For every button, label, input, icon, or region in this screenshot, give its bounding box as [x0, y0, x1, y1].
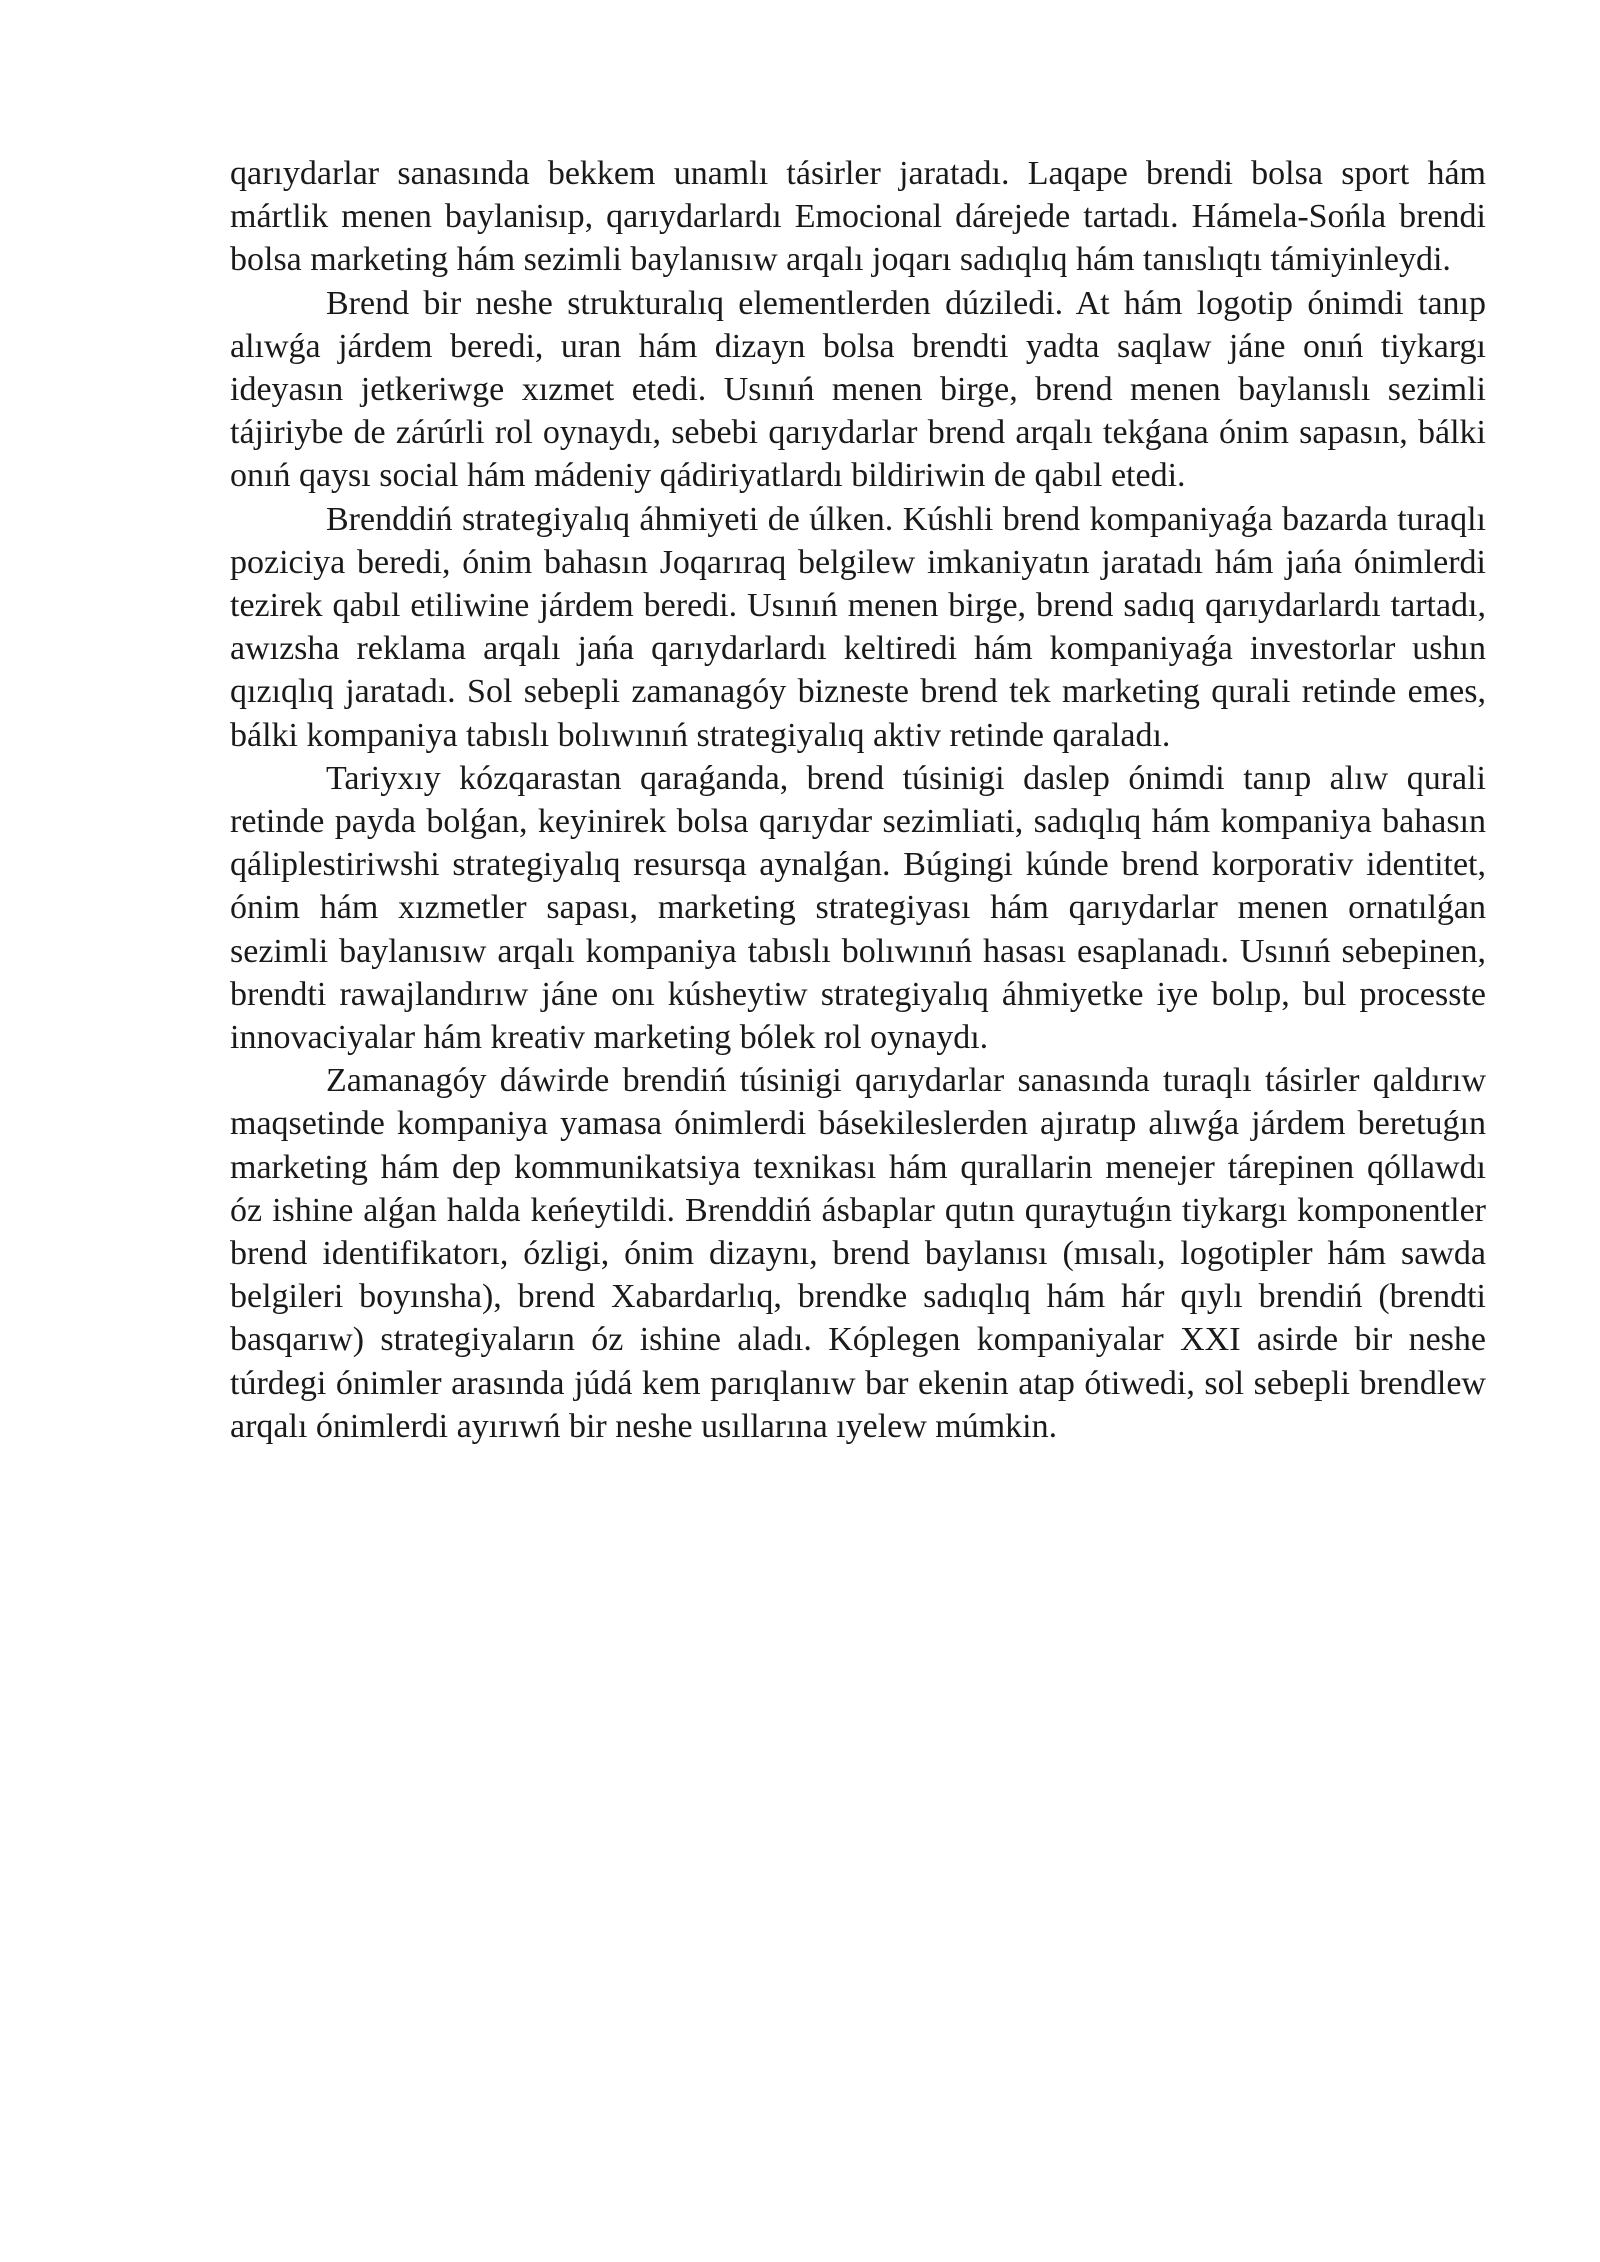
paragraph-historical-view: Tariyxıy kózqarastan qaraǵanda, brend túsinigi daslep ónimdi tanıp alıw qurali retinde payda bolǵan, keyinirek bolsa qarıydar sezimliati, sadıqlıq hám kompaniya bahasın qáliplestiriwshi strategiyalıq resursqa aynalǵan. Búgingi kúnde brend korporativ identitet, ónim hám xızmetler sapası, marketing strategiyası hám qarıydarlar menen ornatılǵan sezimli baylanısıw arqalı kompaniya tabıslı bolıwınıń hasası esaplanadı. Usınıń sebepinen, brendti rawajlandırıw jáne onı kúsheytiw strategiyalıq áhmiyetke iye bolıp, bul processte innovaciyalar hám kreativ marketing bólek rol oynaydı.	[230, 759, 1486, 1057]
document-page	[230, 152, 1486, 1448]
paragraph-continued: qarıydarlar sanasında bekkem unamlı tásirler jaratadı. Laqape brendi bolsa sport hám mártlik menen baylanisıp, qarıydarlardı Emocional dárejede tartadı. Hámela-Sońla brendi bolsa marketing hám sezimli baylanısıw arqalı joqarı sadıqlıq hám tanıslıqtı támiyinleydi.	[230, 155, 1486, 279]
paragraph-strategic-importance: Brenddiń strategiyalıq áhmiyeti de úlken. Kúshli brend kompaniyaǵa bazarda turaqlı poziciya beredi, ónim bahasın Joqarıraq belgilew imkaniyatın jaratadı hám jańa ónimlerdi tezirek qabıl etiliwine járdem beredi. Usınıń menen birge, brend sadıq qarıydarlardı tartadı, awızsha reklama arqalı jańa qarıydarlardı keltiredi hám kompaniyaǵa investorlar ushın qızıqlıq jaratadı. Sol sebepli zamanagóy bizneste brend tek marketing qurali retinde emes, bálki kompaniya tabıslı bolıwınıń strategiyalıq aktiv retinde qaraladı.	[230, 500, 1486, 754]
paragraph-brand-structure: Brend bir neshe strukturalıq elementlerden dúziledi. At hám logotip ónimdi tanıp alıwǵa járdem beredi, uran hám dizayn bolsa brendti yadta saqlaw jáne onıń tiykargı ideyasın jetkeriwge xızmet etedi. Usınıń menen birge, brend menen baylanıslı sezimli tájiriybe de zárúrli rol oynaydı, sebebi qarıydarlar brend arqalı tekǵana ónim sapasın, bálki onıń qaysı social hám mádeniy qádiriyatlardı bildiriwin de qabıl etedi.	[230, 284, 1486, 495]
paragraph-modern-era: Zamanagóy dáwirde brendiń túsinigi qarıydarlar sanasında turaqlı tásirler qaldırıw maqsetinde kompaniya yamasa ónimlerdi básekileslerden ajıratıp alıwǵa járdem beretuǵın marketing hám dep kommunikatsiya texnikası hám qurallarin menejer tárepinen qóllawdı óz ishine alǵan halda keńeytildi. Brenddiń ásbaplar qutın quraytuǵın tiykargı komponentler brend identifikatorı, ózligi, ónim dizaynı, brend baylanısı (mısalı, logotipler hám sawda belgileri boyınsha), brend Xabardarlıq, brendke sadıqlıq hám hár qıylı brendiń (brendti basqarıw) strategiyaların óz ishine aladı. Kóplegen kompaniyalar XXI asirde bir neshe túrdegi ónimler arasında júdá kem parıqlanıw bar ekenin atap ótiwedi, sol sebepli brendlew arqalı ónimlerdi ayırıwń bir neshe usıllarına ıyelew múmkin.	[230, 1062, 1486, 1445]
